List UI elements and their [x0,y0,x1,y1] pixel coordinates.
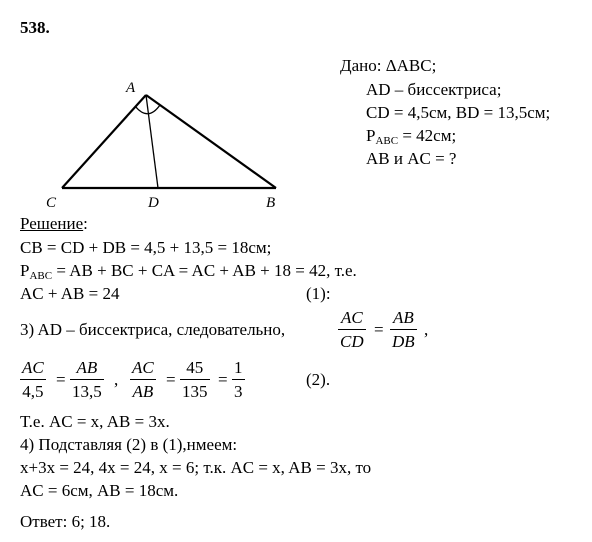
problem-number: 538. [20,18,50,37]
solution-heading: Решение: [20,214,88,233]
given-line-3: CD = 4,5см, BD = 13,5см; [366,103,551,122]
given-line-4 [366,126,456,146]
equals-sign: = [56,370,66,389]
perimeter-symbol: P [366,126,376,145]
solution-line-4: 3) AD – биссектриса, следовательно, [20,320,286,339]
perimeter-value: = 42см; [398,126,457,145]
fraction-1-3: 1 3 [234,358,243,401]
solution-line-3: AC + AB = 24 [20,284,120,303]
solution-ref-1: (1): [306,284,331,303]
fraction-ac-ab: AC AB [132,358,154,401]
solution-line-1: CB = CD + DB = 4,5 + 13,5 = 18см; [20,238,272,257]
fraction-ac-cd: AC CD [340,308,364,351]
line-4-comma: , [424,320,429,339]
perimeter-subscript: ABC [375,135,399,147]
vertex-label-c: C [46,195,57,211]
solution-line-8: x+3x = 24, 4x = 24, x = 6; т.к. AC = x, AB = 3x, то [20,458,372,477]
answer: Ответ: 6; 18. [20,512,111,531]
side-ca [62,95,146,188]
fraction-ab-13-5: AB 13,5 [72,358,102,401]
fraction-ac-4-5: AC 4,5 [22,358,44,401]
solution-line-2: $P_{ABC}$ = AB + BC + CA = AC + AB + 18 = 42, т.е. [20,261,357,282]
solution-line-9: AC = 6см, AB = 18см. [20,481,179,500]
given-line-1: Дано: ΔABC; [340,56,437,75]
solution-ref-2: (2). [306,370,331,389]
solution-line-6: Т.е. AC = x, AB = 3x. [20,412,170,431]
fraction-45-135: 45 135 [182,358,208,401]
fraction-ab-db: AB DB [392,308,415,351]
equals-sign: = [374,320,384,339]
equals-sign: = [166,370,176,389]
equals-sign: = [218,370,228,389]
side-ab [146,95,276,188]
triangle-figure [0,0,300,220]
vertex-label-d: D [148,195,159,211]
vertex-label-a: A [126,80,136,96]
given-line-2: AD – биссектриса; [366,80,502,99]
line-5-comma: , [114,370,119,389]
vertex-label-b: B [266,195,276,211]
solution-line-7: 4) Подставляя (2) в (1),нмеем: [20,435,238,454]
given-line-5: AB и AC = ? [366,149,457,168]
